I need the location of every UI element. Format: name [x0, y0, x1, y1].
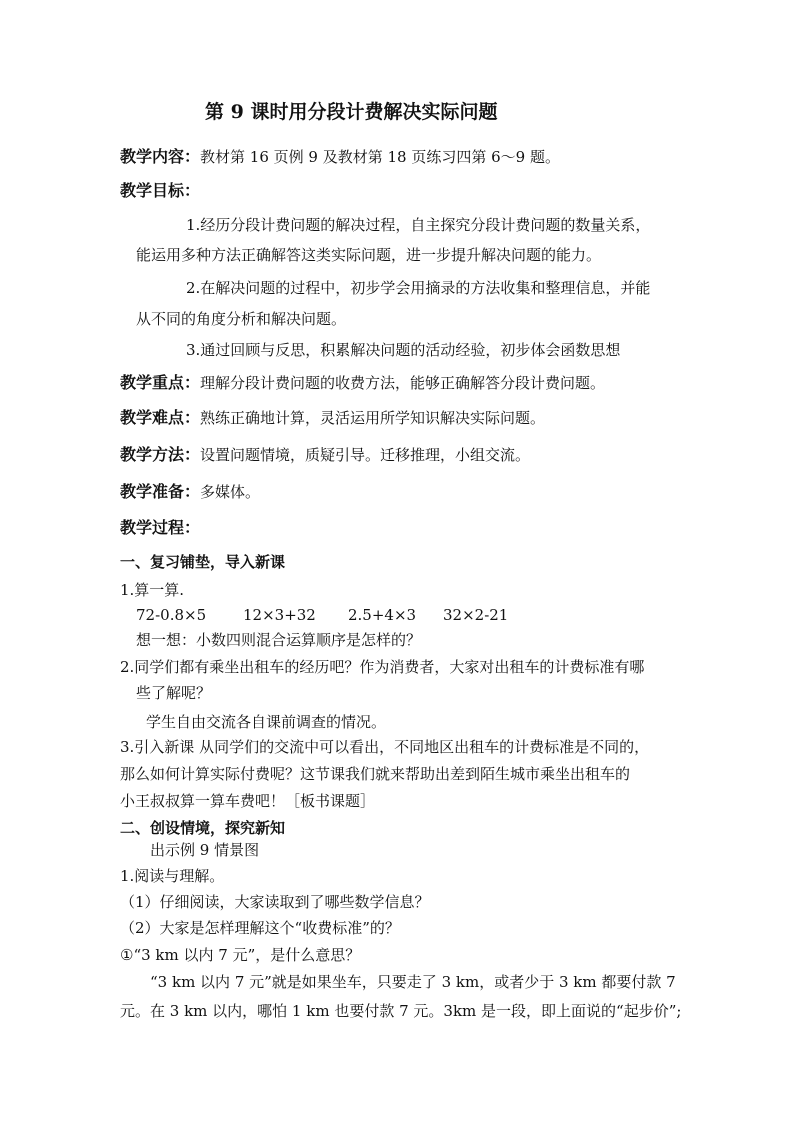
- teaching-content: [120, 147, 560, 167]
- goal-1-line-1: 1.经历分段计费问题的解决过程，自主探究分段计费问题的数量关系，: [186, 216, 651, 234]
- q2-line-2: 些了解呢？: [136, 684, 212, 702]
- teaching-process-label: 教学过程：: [120, 518, 201, 537]
- teaching-content-label: 教学内容：: [120, 147, 201, 166]
- goal-1-line-2: 能运用多种方法正确解答这类实际问题，进一步提升解决问题的能力。: [136, 246, 602, 264]
- teaching-goals-label: 教学目标：: [120, 181, 201, 200]
- q2-line-1: 2.同学们都有乘坐出租车的经历吧？作为消费者，大家对出租车的计费标准有哪: [120, 658, 645, 676]
- teaching-method-label: 教学方法：: [120, 445, 201, 464]
- clause-1-question: ①“3 km 以内 7 元”，是什么意思？: [120, 946, 361, 964]
- q3-line-2: 那么如何计算实际付费呢？这节课我们就来帮助出差到陌生城市乘坐出租车的: [120, 765, 631, 783]
- difficulties: [120, 408, 545, 428]
- teaching-prep-label: 教学准备：: [120, 482, 201, 501]
- read-question-2: （2）大家是怎样理解这个“收费标准”的？: [120, 919, 400, 937]
- goal-2-line-2: 从不同的角度分析和解决问题。: [136, 310, 347, 328]
- teaching-method-text: 设置问题情境，质疑引导。迁移推理，小组交流。: [200, 446, 531, 464]
- teaching-method: [120, 445, 530, 465]
- q3-line-3: 小王叔叔算一算车费吧！［板书课题］: [120, 792, 376, 810]
- calc-expr-2: 12×3+32: [243, 606, 316, 624]
- goal-2-line-1: 2.在解决问题的过程中，初步学会用摘录的方法收集和整理信息，并能: [186, 279, 651, 297]
- key-points-label: 教学重点：: [120, 373, 201, 392]
- key-points: [120, 373, 605, 393]
- clause-1-line-2: 元。在 3 km 以内，哪怕 1 km 也要付款 7 元。3km 是一段，即上面说的“起步价”;: [120, 1002, 682, 1020]
- clause-1-line-1: “3 km 以内 7 元”就是如果坐车，只要走了 3 km，或者少于 3 km 都要付款 7: [150, 973, 676, 991]
- goal-3: 3.通过回顾与反思，积累解决问题的活动经验，初步体会函数思想: [186, 341, 621, 359]
- key-points-text: 理解分段计费问题的收费方法，能够正确解答分段计费问题。: [200, 374, 606, 392]
- teaching-prep-text: 多媒体。: [200, 483, 261, 501]
- show-example: 出示例 9 情景图: [150, 841, 260, 859]
- part-2-heading: 二、创设情境，探究新知: [120, 819, 286, 837]
- q2-line-3: 学生自由交流各自课前调查的情况。: [146, 713, 387, 731]
- think-question: 想一想：小数四则混合运算顺序是怎样的？: [136, 631, 422, 649]
- difficulties-text: 熟练正确地计算，灵活运用所学知识解决实际问题。: [200, 409, 546, 427]
- teaching-content-text: 教材第 16 页例 9 及教材第 18 页练习四第 6～9 题。: [200, 148, 560, 166]
- q3-line-1: 3.引入新课 从同学们的交流中可以看出，不同地区出租车的计费标准是不同的，: [120, 738, 650, 756]
- teaching-prep: [120, 482, 260, 502]
- calc-expr-1: 72-0.8×5: [136, 606, 207, 624]
- difficulties-label: 教学难点：: [120, 408, 201, 427]
- calc-expr-3: 2.5+4×3: [348, 606, 417, 624]
- read-understand: 1.阅读与理解。: [120, 867, 225, 885]
- calc-label: 1.算一算.: [120, 581, 185, 599]
- read-question-1: （1）仔细阅读，大家读取到了哪些数学信息？: [120, 893, 430, 911]
- page-title: 第 9 课时用分段计费解决实际问题: [205, 101, 498, 123]
- calc-expr-4: 32×2-21: [443, 606, 509, 624]
- part-1-heading: 一、复习铺垫，导入新课: [120, 553, 286, 571]
